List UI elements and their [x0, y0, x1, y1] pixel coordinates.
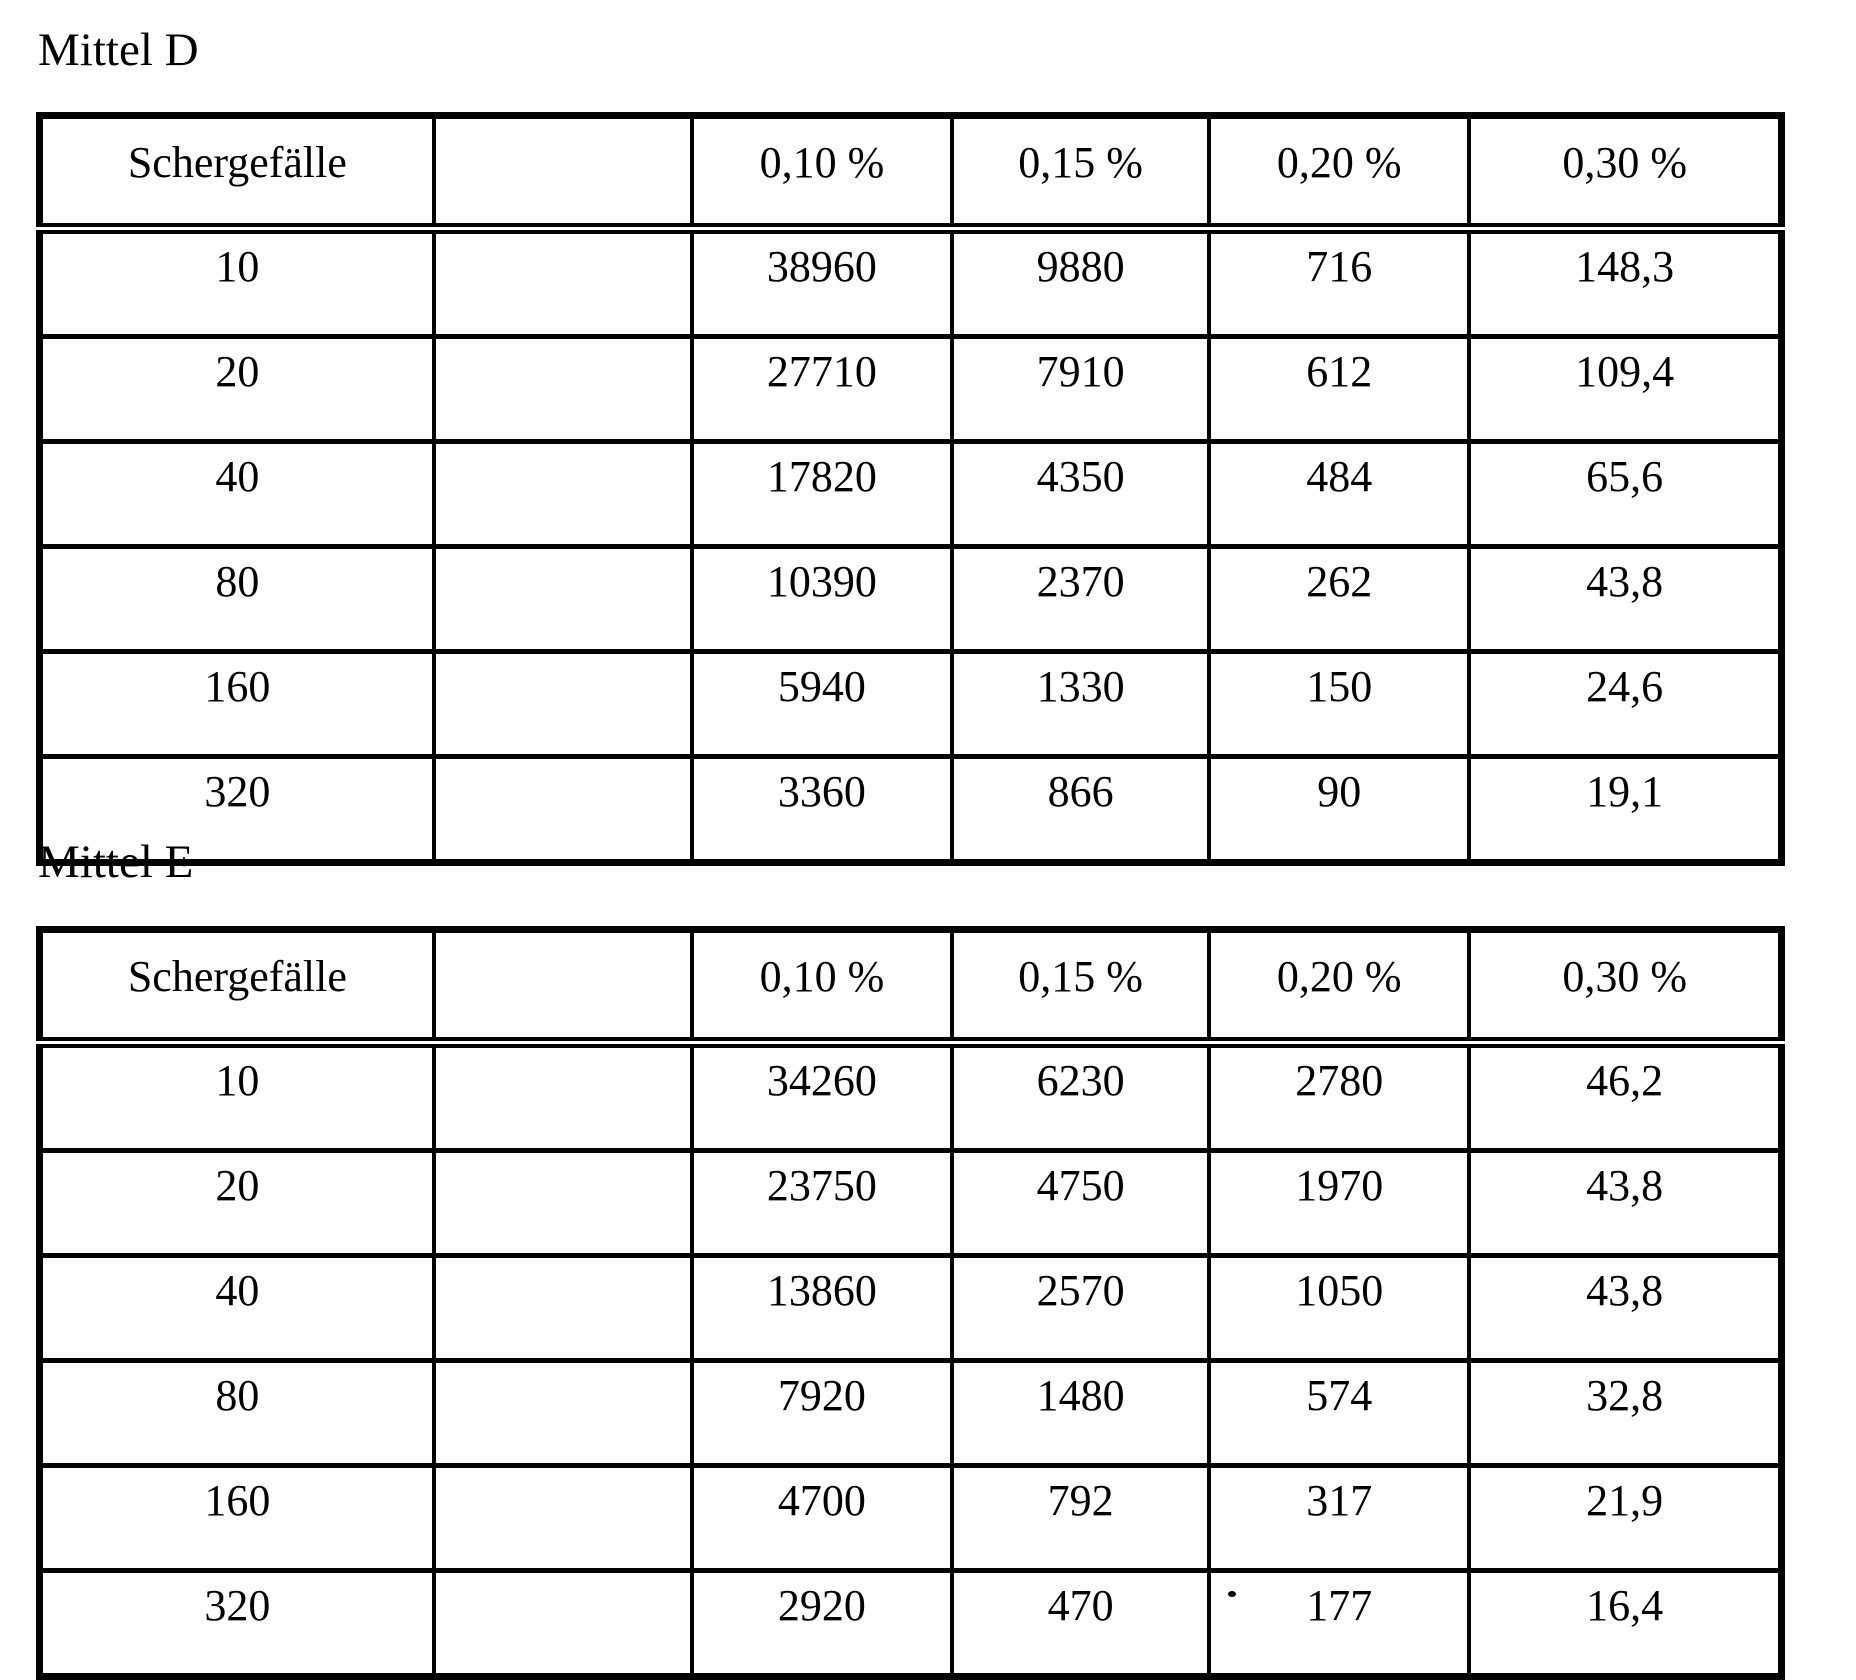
table-cell: 1330: [952, 652, 1209, 757]
table-cell: 10: [40, 229, 434, 337]
table-cell: 1480: [952, 1361, 1209, 1466]
table-cell: 20: [40, 337, 434, 442]
table-cell: 2920: [692, 1571, 952, 1677]
table-cell: 4750: [952, 1151, 1209, 1256]
table-cell: 10390: [692, 547, 952, 652]
column-header-020: 0,20 %: [1209, 930, 1469, 1043]
table-cell: 320: [40, 1571, 434, 1677]
table-row: [40, 652, 1782, 757]
table-cell: 80: [40, 547, 434, 652]
table-cell: [434, 1256, 692, 1361]
table-cell: 19,1: [1469, 757, 1781, 863]
table-cell: 21,9: [1469, 1466, 1781, 1571]
column-header-schergefaelle: Schergefälle: [40, 116, 434, 229]
table-cell: 160: [40, 652, 434, 757]
table-cell: 150: [1209, 652, 1469, 757]
table-d-body: [40, 229, 1782, 863]
table-cell: [434, 652, 692, 757]
table-cell: [434, 1571, 692, 1677]
column-header-schergefaelle: Schergefälle: [40, 930, 434, 1043]
table-e-title: Mittel E: [38, 836, 194, 888]
column-header-020: 0,20 %: [1209, 116, 1469, 229]
table-cell: 109,4: [1469, 337, 1781, 442]
table-cell: 7920: [692, 1361, 952, 1466]
table-cell: 177: [1209, 1571, 1469, 1677]
table-cell: 38960: [692, 229, 952, 337]
table-d-title: Mittel D: [38, 24, 199, 76]
header-row: [40, 116, 1782, 229]
table-cell: 43,8: [1469, 547, 1781, 652]
table-cell: 4350: [952, 442, 1209, 547]
table-cell: [434, 1466, 692, 1571]
table-row: [40, 337, 1782, 442]
table-cell: 484: [1209, 442, 1469, 547]
table-cell: 40: [40, 1256, 434, 1361]
table-cell: 3360: [692, 757, 952, 863]
table-cell: [434, 1151, 692, 1256]
table-cell: 2370: [952, 547, 1209, 652]
table-cell: [434, 1043, 692, 1151]
table-cell: 160: [40, 1466, 434, 1571]
table-cell: 20: [40, 1151, 434, 1256]
table-e-body: [40, 1043, 1782, 1677]
table-row: [40, 1571, 1782, 1677]
table-cell: 43,8: [1469, 1151, 1781, 1256]
table-cell: 34260: [692, 1043, 952, 1151]
table-cell: 10: [40, 1043, 434, 1151]
column-header-030: 0,30 %: [1469, 930, 1781, 1043]
table-cell: 1050: [1209, 1256, 1469, 1361]
table-cell: 574: [1209, 1361, 1469, 1466]
table-cell: 13860: [692, 1256, 952, 1361]
table-cell: 24,6: [1469, 652, 1781, 757]
table-cell: 262: [1209, 547, 1469, 652]
table-cell: 80: [40, 1361, 434, 1466]
table-cell: 148,3: [1469, 229, 1781, 337]
table-cell: [434, 1361, 692, 1466]
table-row: [40, 229, 1782, 337]
table-cell: 2780: [1209, 1043, 1469, 1151]
table-cell: 716: [1209, 229, 1469, 337]
table-cell: [434, 442, 692, 547]
column-header-030: 0,30 %: [1469, 116, 1781, 229]
table-cell: 32,8: [1469, 1361, 1781, 1466]
table-cell: 792: [952, 1466, 1209, 1571]
table-row: [40, 442, 1782, 547]
table-row: [40, 1043, 1782, 1151]
table-row: [40, 1466, 1782, 1571]
table-row: [40, 1361, 1782, 1466]
table-e: [36, 926, 1785, 1680]
table-cell: 866: [952, 757, 1209, 863]
column-header-empty: [434, 116, 692, 229]
table-cell: [434, 547, 692, 652]
table-cell: 470: [952, 1571, 1209, 1677]
table-cell: 40: [40, 442, 434, 547]
table-cell: 612: [1209, 337, 1469, 442]
table-cell: 65,6: [1469, 442, 1781, 547]
stray-ink-dot: [1228, 1591, 1236, 1597]
table-cell: 9880: [952, 229, 1209, 337]
table-cell: 16,4: [1469, 1571, 1781, 1677]
column-header-015: 0,15 %: [952, 930, 1209, 1043]
table-cell: [434, 337, 692, 442]
table-cell: 317: [1209, 1466, 1469, 1571]
table-row: [40, 1256, 1782, 1361]
table-cell: [434, 757, 692, 863]
header-row: [40, 930, 1782, 1043]
column-header-015: 0,15 %: [952, 116, 1209, 229]
table-cell: 7910: [952, 337, 1209, 442]
table-cell: 1970: [1209, 1151, 1469, 1256]
table-d: [36, 112, 1785, 866]
table-e-header: [40, 930, 1782, 1043]
table-cell: 27710: [692, 337, 952, 442]
column-header-010: 0,10 %: [692, 930, 952, 1043]
table-cell: 90: [1209, 757, 1469, 863]
column-header-empty: [434, 930, 692, 1043]
table-cell: 4700: [692, 1466, 952, 1571]
table-cell: 23750: [692, 1151, 952, 1256]
column-header-010: 0,10 %: [692, 116, 952, 229]
table-cell: 5940: [692, 652, 952, 757]
table-cell: 320: [40, 757, 434, 863]
table-cell: [434, 229, 692, 337]
table-cell: 43,8: [1469, 1256, 1781, 1361]
table-row: [40, 1151, 1782, 1256]
table-d-header: [40, 116, 1782, 229]
table-row: [40, 547, 1782, 652]
table-row: [40, 757, 1782, 863]
table-cell: 2570: [952, 1256, 1209, 1361]
table-cell: 6230: [952, 1043, 1209, 1151]
table-cell: 46,2: [1469, 1043, 1781, 1151]
table-cell: 17820: [692, 442, 952, 547]
